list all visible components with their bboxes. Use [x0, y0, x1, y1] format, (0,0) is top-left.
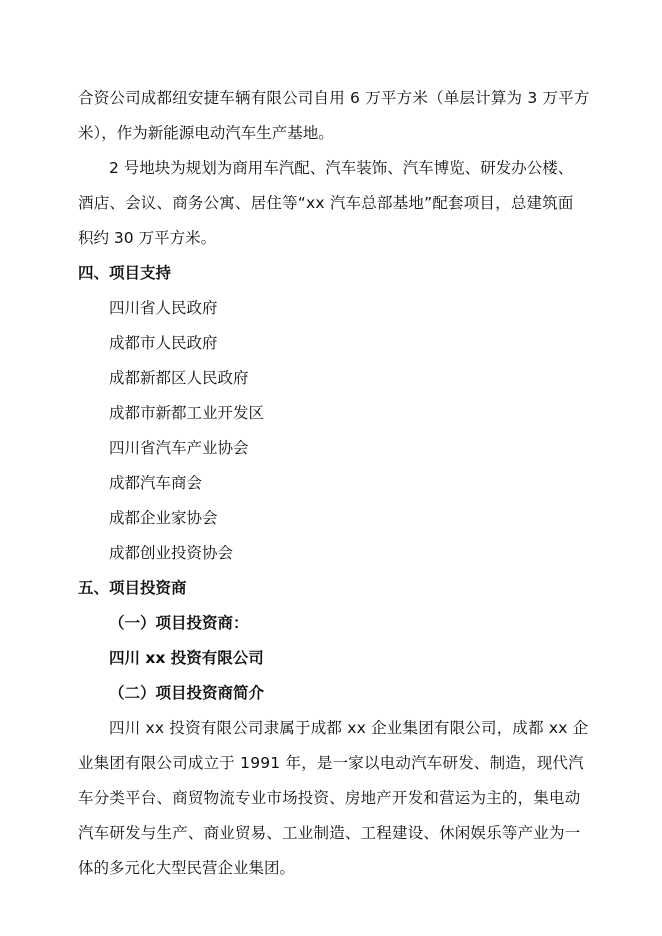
support-list-item: 成都汽车商会: [109, 474, 203, 492]
support-list-item: 成都新都区人民政府: [109, 369, 249, 387]
support-list-item: 成都创业投资协会: [109, 544, 234, 562]
paragraph-line: 体的多元化大型民营企业集团。: [78, 859, 296, 877]
subsection-heading-investor: （一）项目投资商：: [109, 614, 249, 632]
paragraph-line: 汽车研发与生产、商业贸易、工业制造、工程建设、休闲娱乐等产业为一: [78, 824, 581, 842]
paragraph-line: 酒店、会议、商务公寓、居住等“xx 汽车总部基地”配套项目，总建筑面: [78, 194, 574, 212]
support-list-item: 成都企业家协会: [109, 509, 218, 527]
paragraph-line: 积约 30 万平方米。: [78, 229, 217, 247]
support-list-item: 成都市人民政府: [109, 334, 218, 352]
support-list-item: 成都市新都工业开发区: [109, 404, 265, 422]
paragraph-line: 四川 xx 投资有限公司隶属于成都 xx 企业集团有限公司，成都 xx 企: [109, 719, 589, 737]
paragraph-line: 米），作为新能源电动汽车生产基地。: [78, 124, 334, 142]
subsection-heading-intro: （二）项目投资商简介: [109, 684, 265, 702]
paragraph-line: 业集团有限公司成立于 1991 年，是一家以电动汽车研发、制造，现代汽: [78, 754, 584, 772]
paragraph-line: 2 号地块为规划为商用车汽配、汽车装饰、汽车博览、研发办公楼、: [109, 159, 574, 177]
section-heading-investor: 五、项目投资商: [78, 579, 187, 597]
support-list-item: 四川省汽车产业协会: [109, 439, 249, 457]
section-heading-support: 四、项目支持: [78, 264, 172, 282]
paragraph-line: 车分类平台、商贸物流专业市场投资、房地产开发和营运为主的，集电动: [78, 789, 581, 807]
support-list-item: 四川省人民政府: [109, 299, 218, 317]
paragraph-line: 合资公司成都纽安捷车辆有限公司自用 6 万平方米（单层计算为 3 万平方: [78, 89, 590, 107]
investor-company-name: 四川 xx 投资有限公司: [109, 649, 264, 667]
